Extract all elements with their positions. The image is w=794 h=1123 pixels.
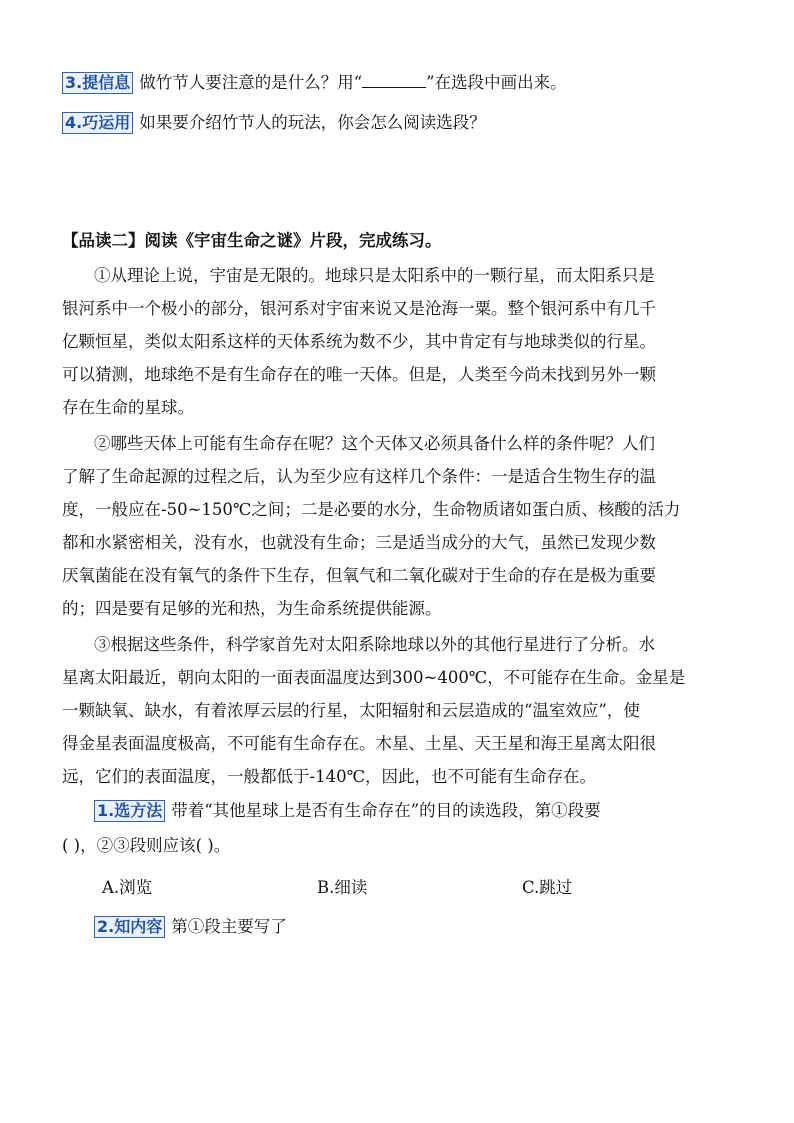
question-text: 带着“其他星球上是否有生命存在”的目的读选段，第①段要: [171, 801, 601, 820]
question-text-end: ”在选段中画出来。: [426, 73, 567, 92]
option-b[interactable]: B.细读: [317, 878, 368, 897]
question-tag: 1.选方法: [94, 800, 165, 822]
passage-line: 存在生命的星球。: [62, 398, 194, 417]
passage-line: 都和水紧密相关，没有水，也就没有生命；三是适当成分的大气，虽然已发现少数: [62, 533, 656, 552]
passage-line: 度，一般应在-50~150℃之间；二是必要的水分，生命物质诸如蛋白质、核酸的活力: [62, 500, 681, 519]
passage-line: 得金星表面温度极高，不可能有生命存在。木星、土星、天王星和海王星离太阳很: [62, 734, 656, 753]
question-text: 做竹节人要注意的是什么？用“: [139, 73, 363, 92]
question-2: [94, 916, 742, 938]
passage-line: 可以猜测，地球绝不是有生命存在的唯一天体。但是，人类至今尚未找到另外一颗: [62, 365, 656, 384]
passage-line: 一颗缺氧、缺水，有着浓厚云层的行星，太阳辐射和云层造成的“温室效应”，使: [62, 701, 640, 720]
passage-line: 远，它们的表面温度，一般都低于-140℃，因此，也不可能有生命存在。: [62, 767, 597, 786]
section-heading: 【品读二】阅读《宇宙生命之谜》片段，完成练习。: [62, 231, 442, 250]
passage-line: 的；四是要有足够的光和热，为生命系统提供能源。: [62, 599, 442, 618]
question-tag: 2.知内容: [94, 916, 165, 938]
question-3: [62, 72, 742, 94]
option-c[interactable]: C.跳过: [522, 878, 573, 897]
passage-line: ②哪些天体上可能有生命存在呢？这个天体又必须具备什么样的条件呢？人们: [94, 434, 655, 453]
passage-line: 银河系中一个极小的部分，银河系对宇宙来说又是沧海一粟。整个银河系中有几千: [62, 299, 656, 318]
question-text: 如果要介绍竹节人的玩法，你会怎么阅读选段？: [139, 113, 486, 132]
passage-line: ③根据这些条件，科学家首先对太阳系除地球以外的其他行星进行了分析。水: [94, 635, 655, 654]
question-tag: 4.巧运用: [62, 112, 133, 134]
answer-blank[interactable]: [362, 73, 426, 88]
passage-line: ①从理论上说，宇宙是无限的。地球只是太阳系中的一颗行星，而太阳系只是: [94, 266, 655, 285]
passage-line: 亿颗恒星，类似太阳系这样的天体系统为数不少，其中肯定有与地球类似的行星。: [62, 332, 656, 351]
question-tag: 3.提信息: [62, 72, 133, 94]
option-a[interactable]: A.浏览: [102, 878, 153, 897]
passage-line: 厌氧菌能在没有氧气的条件下生存，但氧气和二氧化碳对于生命的存在是极为重要: [62, 566, 656, 585]
question-4: [62, 112, 742, 134]
question-1: [94, 800, 742, 822]
passage-line: 星离太阳最近，朝向太阳的一面表面温度达到300~400℃，不可能存在生命。金星是: [62, 668, 686, 687]
passage-line: 了解了生命起源的过程之后，认为至少应有这样几个条件：一是适合生物生存的温: [62, 467, 656, 486]
question-text: 第①段主要写了: [171, 917, 287, 936]
question-1-line2[interactable]: ( )，②③段则应该( )。: [62, 836, 231, 855]
